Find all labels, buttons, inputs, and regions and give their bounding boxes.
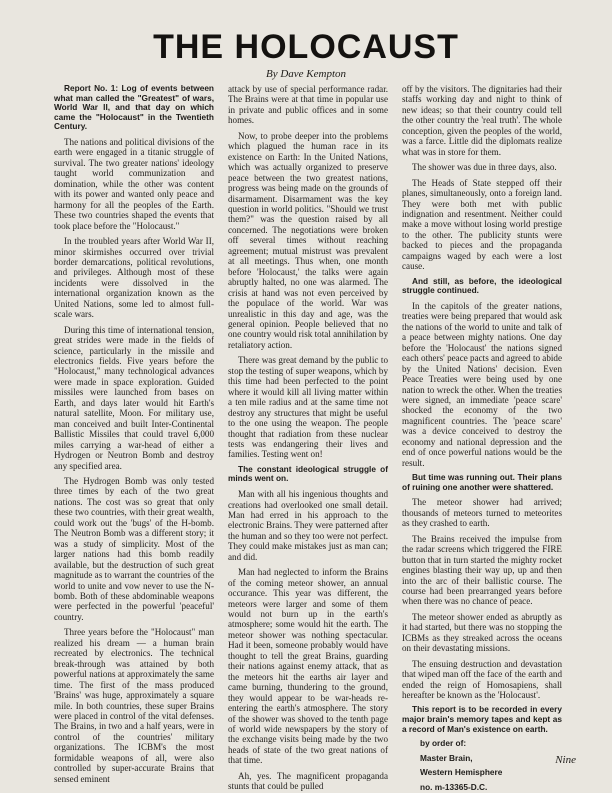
text-column-3 [402,84,562,793]
section-note: The constant ideological struggle of minds went on. [228,463,388,484]
paragraph: Now, to probe deeper into the problems which plagued the human race in its existence on Earth: In the United Nations, which was actually organized to preserve peace between the two greatest nations, progress was being made on the grounds of disarmament. Disarmament was the key question in world politics. "Should we trust them?" was the question raised by all concerned. The negotiations were broken off several times without reaching agreement; mutual mistrust was prevalent at all meetings. Thus when, one month before 'Holocaust,' the talks were again abruptly halted, no one was alarmed. The crisis at hand was not even perceived by the populace of the world. War was unrealistic in this day and age, was the general opinion. People believed that no one country would risk total annihilation by retaliatory action. [228,130,388,350]
paragraph: During this time of international tension, great strides were made in the fields of science, particularly in the missile and electronics fields. Five years before the "Holocaust," many technological advances were made in space exploration. Guided missiles were launched from bases on Earth, and days later would hit Earth's natural satellite, Moon. For military use, man conceived and built Inter-Continental Ballistic Missiles that could travel 6,000 miles carrying a war-head of either a Hydrogen or Neutron Bomb and destroy any specified area. [54,324,214,471]
paragraph: There was great demand by the public to stop the testing of super weapons, which by this time had been perfected to the point where it would kill all living matter within a ten mile radius and at the same time not destroy any structures that might be useful to the one using the weapon. The people thought that radiation from these nuclear tests was endangering their lives and families. Testing went on! [228,355,388,460]
signature-line: by order of: [420,738,467,749]
paragraph: The Hydrogen Bomb was only tested three times by each of the two great nations. The cost was so great that only these two countries, with their great wealth, could work out the 'bugs' of the H-bomb. The Neutron Bomb was a different story; it was a study of simplicity. Most of the larger nations had this bomb readily available, but the destruction of such great magnitude as to warrant the countries of the world to unite and vow never to use the N-bomb. Both of these abdominable weapons were perfected in the powerful 'peaceful' country. [54,476,214,622]
paragraph: The ensuing destruction and devastation that wiped man off the face of the earth and ended the reign of Homosapiens, shall hereafter be known as the 'Holocaust'. [402,658,562,701]
text-column-2 [228,84,388,792]
paragraph: The Brains received the impulse from the radar screens which triggered the FIRE button that in turn started the mighty rocket engines blasting their way up, up and then into the arc of their ballistic course. The course had been prearranged years before when there was no chance of peace. [402,533,562,607]
paragraph: The nations and political divisions of the earth were engaged in a titanic struggle of survival. The two greater nations' ideology taught world communization and domination, while the other was content with its power and wanted only peace and harmony for all the peoples of the Earth. These two countries shaped the events that took place before the "Holocaust." [54,136,214,231]
paragraph: off by the visitors. The dignitaries had their staffs working day and night to think of new ideas; so that their country could tell the other country the 'real truth'. The whole conception, given the peoples of the world, was a farce. Little did the diplomats realize what was in store for them. [402,84,562,157]
signature-line: Western Hemisphere [420,767,503,778]
section-note: And still, as before, the ideological struggle continued. [402,275,562,296]
paragraph: Three years before the "Holocaust" man realized his dream — a human brain recreated by electronics. The technical break-through was attained by both powerful nations at approximately the same time. The first of the mass produced 'Brains' was huge, approximately a square mile. In both countries, these super Brains were placed in control of the vital defenses. The Brains, in two and a half years, were in control of the countries' military organizations. The ICBM's the most formidable weapons of all, were also controlled by super-accurate Brains that sensed eminent [54,627,214,784]
section-note: Report No. 1: Log of events between what man called the "Greatest" of wars, World War II, and that day on which came the "Holocaust" in the Twentieth Century. [54,83,214,132]
paragraph: The meteor shower ended as abruptly as it had started, but there was no stopping the ICBMs as they streaked across the oceans on their devastating missions. [402,611,562,654]
paragraph: In the troubled years after World War II, minor skirmishes occurred over trivial border demarcations, political revolutions, and privileges. Although most of these incidents were dissolved in the international organization known as the United Nations, some led to almost full-scale wars. [54,236,214,320]
text-column-1 [54,83,214,784]
paragraph: In the capitols of the greater nations, treaties were being prepared that would ask the nations of the world to unite and talk of a peace between mighty nations. One day before the 'Holocaust' the nations signed each others' peace pacts and agreed to abide by the United Nations' decision. Even Peace Treaties were being used by one nation to wreck the other. When the treaties were signed, an immediate 'peace scare' shocked the economy of the two magnificent countries. The 'peace scare' was a device conceived to destroy the economy and national depression and the end of once powerful nations would be the result. [402,300,562,468]
paragraph: The meteor shower had arrived; thousands of meteors turned to meteorites as they crashed to earth. [402,497,562,529]
signature-line: no. m-13365-D.C. [420,782,488,793]
signature-line: Master Brain, [420,752,473,763]
paragraph: The shower was due in three days, also. [412,162,557,173]
section-note: This report is to be recorded in every major brain's memory tapes and kept as a record of Man's existence on earth. [402,704,562,734]
paragraph: attack by use of special performance radar. The Brains were at that time in popular use in private and public offices and in some homes. [228,84,388,126]
page-number: Nine [555,754,576,766]
article-title: THE HOLOCAUST [153,28,459,66]
article-body [54,83,564,793]
paragraph: The Heads of State stepped off their planes, simultaneously, onto a foreign land. They were both met with public indignation and resentment. Neither could make a move without losing world prestige to the other. The publicity stunts were backed to pieces and the propaganda campaigns waged by each were a lost cause. [402,177,562,272]
article-byline: By Dave Kempton [265,68,347,80]
paragraph: Man had neglected to inform the Brains of the coming meteor shower, an annual occurance. This year was different, the meteors were larger and some of them would not burn up in the earth's atmosphere; some would hit the earth. The meteor shower was nothing spectacular. Had it been, someone probably would have thought to tell the great Brains, guarding their nations against enemy attack, that as the meteors hit the earths air layer and came burning, thundering to the ground, they would appear to be war-heads re-entering the earth's atmosphere. The story of the shower was shoved to the tenth page of world wide newspapers by the story of the exchange visits being made by the two heads of state of the two great nations of that time. [228,567,388,766]
paragraph: Ah, yes. The magnificent propaganda stunts that could be pulled [228,770,388,792]
section-note: But time was running out. Their plans of ruining one another were shattered. [402,472,562,492]
paragraph: Man with all his ingenious thoughts and creations had overlooked one small detail. Man had erred in his approach to the electronic Brains. They were patterned after the human and so they too were not perfect. They could make mistakes just as man can; and did. [228,489,388,562]
